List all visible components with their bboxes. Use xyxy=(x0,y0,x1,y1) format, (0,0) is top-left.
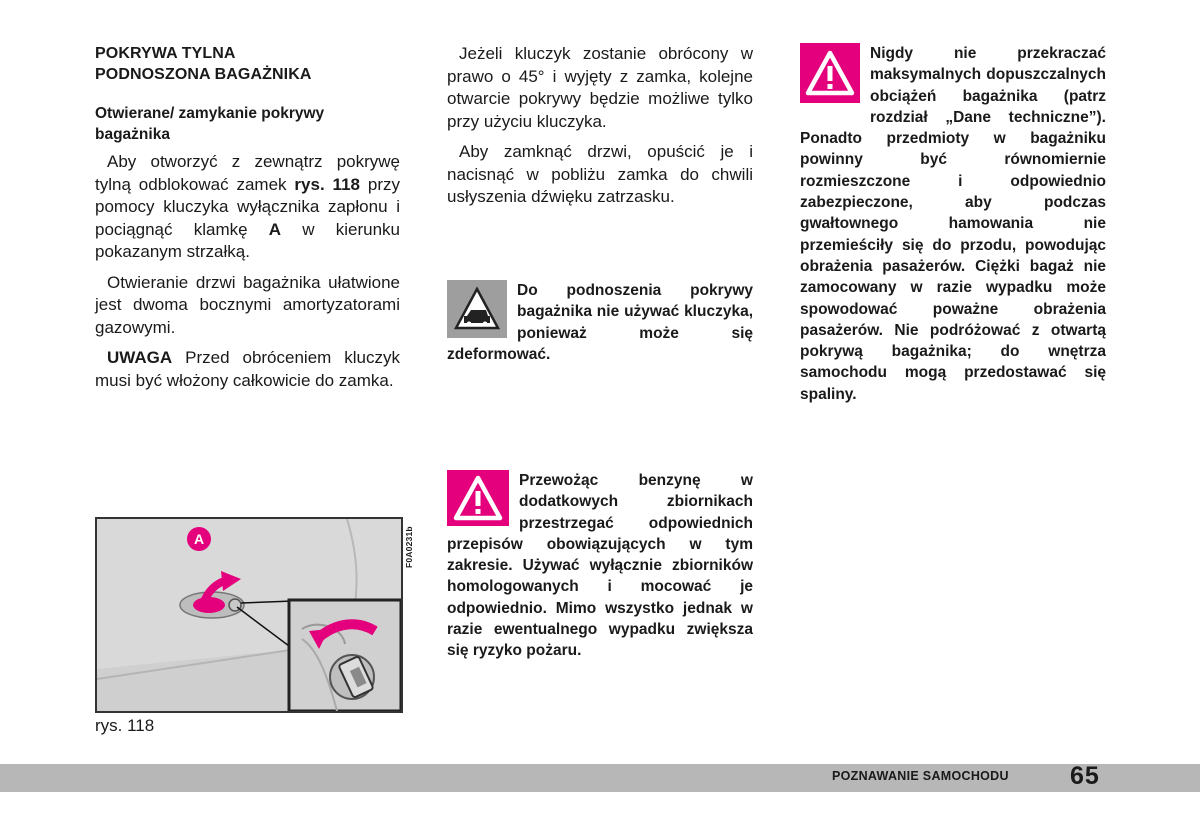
callout-label-a xyxy=(187,527,211,551)
figure-tailgate-lock xyxy=(95,517,403,713)
caution-text: Przed obróceniem kluczyk musi być włożony całkowicie do zamka. xyxy=(95,348,400,390)
fuel-warning-text: Przewożąc benzynę w dodatkowych zbiornikach przestrzegać odpowiednich przepisów obowiązujących w tym zakresie. Używać wyłącznie zbiorników homologowanych i mocować je odpowiednio. Mimo wszystko jednak w razie ewentualnego wypadku zwiększa się ryzyko pożaru. xyxy=(447,472,753,660)
warning-box-fuel xyxy=(447,470,753,662)
paragraph-caution xyxy=(95,347,400,392)
paragraph-gas-struts: Otwieranie drzwi bagażnika ułatwione jest dwoma bocznymi amortyzatorami gazowymi. xyxy=(95,272,400,337)
exclamation-triangle-icon xyxy=(453,475,503,521)
exclamation-triangle-icon xyxy=(805,50,855,96)
section-title-line-1: POKRYWA TYLNA xyxy=(95,45,236,62)
note-box xyxy=(447,280,753,365)
column-2 xyxy=(447,43,753,209)
figure-caption: rys. 118 xyxy=(95,716,155,735)
note-text: Do podnoszenia pokrywy bagażnika nie używać kluczyka, ponieważ może się zdeformować. xyxy=(447,282,753,363)
tailgate-lock-illustration xyxy=(97,519,401,711)
vehicle-note-icon xyxy=(447,280,507,338)
section-title xyxy=(95,43,400,85)
callout-label-a-text: A xyxy=(193,531,205,547)
footer-section-title: POZNAWANIE SAMOCHODU xyxy=(832,769,1009,783)
caution-label: UWAGA xyxy=(107,348,173,367)
van-warning-icon xyxy=(454,286,500,332)
page-number: 65 xyxy=(1070,762,1100,790)
warning-box-load xyxy=(800,43,1106,405)
p1-handle-ref: A xyxy=(268,219,282,239)
figure-code: F0A0231b xyxy=(404,526,414,568)
section-title-line-2: PODNOSZONA BAGAŻNIKA xyxy=(95,66,312,83)
p1-text-c: przy pomocy kluczyka wyłącznika zapłonu i pociągnąć klamkę xyxy=(95,174,400,239)
warning-triangle-icon-load xyxy=(800,43,860,103)
paragraph-key-turn: Jeżeli kluczyk zostanie obrócony w prawo o 45° i wyjęty z zamka, kolejne otwarcie pokrywy będzie możliwe tylko przy użyciu kluczyka. xyxy=(447,44,753,131)
warning-triangle-icon xyxy=(447,470,509,526)
load-warning-text: Nigdy nie przekraczać maksymalnych dopuszczalnych obciążeń bagażnika (patrz rozdział „Dane techniczne”). Ponadto przedmioty w bagażniku powinny być równomiernie rozmieszczone i odpowiednio zabezpieczone, aby podczas gwałtownego hamowania nie przemieściły się do przodu, powodując obrażenia pasażerów. Ciężki bagaż nie zamocowany w razie wypadku może spowodować poważne obrażenia pasażerów. Nie podróżować z otwartą pokrywą bagażnika; do wnętrza samochodu mogą przedostawać się spaliny. xyxy=(800,45,1106,403)
p1-figure-ref: rys. 118 xyxy=(294,174,360,194)
p1-text-e: w kierunku pokazanym strzałką. xyxy=(95,219,400,261)
p1-text-a: Aby otworzyć z zewnątrz pokrywę tylną odblokować zamek xyxy=(95,152,400,194)
footer-bar xyxy=(0,764,1200,792)
paragraph-closing: Aby zamknąć drzwi, opuścić je i nacisnąć w pobliżu zamka do chwili usłyszenia dźwięku zatrzasku. xyxy=(447,142,753,206)
paragraph-open-instructions xyxy=(95,151,400,264)
subsection-title: Otwierane/ zamykanie pokrywy bagażnika xyxy=(95,105,325,143)
column-1 xyxy=(95,43,400,392)
